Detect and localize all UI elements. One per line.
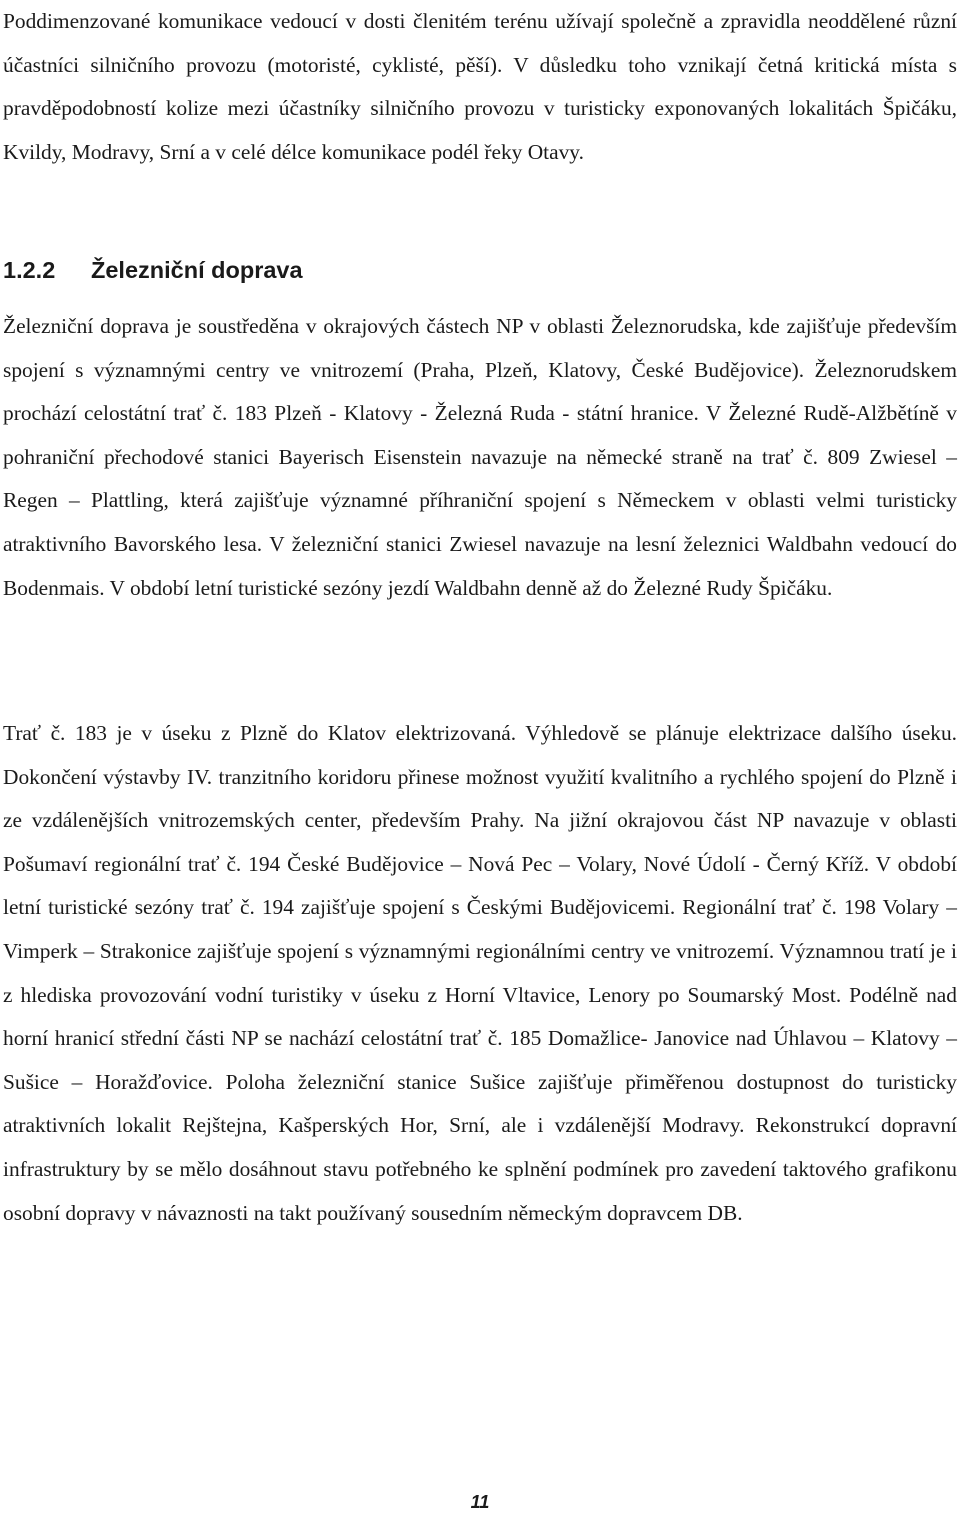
section-title: Železniční doprava xyxy=(91,257,303,283)
page-number: 11 xyxy=(470,1492,490,1512)
section-heading xyxy=(3,250,303,290)
body-paragraph: Železniční doprava je soustředěna v okrajových částech NP v oblasti Železnorudska, kde zajišťuje především spojení s významnými centry ve vnitrozemí (Praha, Plzeň, Klatovy, České Budějovice). Železnorudskem prochází celostátní trať č. 183 Plzeň - Klatovy - Železná Ruda - státní hranice. V Železné Rudě-Alžbětíně v pohraniční přechodové stanici Bayerisch Eisenstein navazuje na německé straně na trať č. 809 Zwiesel – Regen – Plattling, která zajišťuje významné příhraniční spojení s Německem v oblasti velmi turisticky atraktivního Bavorského lesa. V železniční stanici Zwiesel navazuje na lesní železnici Waldbahn vedoucí do Bodenmais. V období letní turistické sezóny jezdí Waldbahn denně až do Železné Rudy Špičáku. xyxy=(3,314,957,600)
section-number: 1.2.2 xyxy=(3,257,56,283)
body-paragraph: Trať č. 183 je v úseku z Plzně do Klatov elektrizovaná. Výhledově se plánuje elektrizace dalšího úseku. Dokončení výstavby IV. tranzitního koridoru přinese možnost využití kvalitního a rychlého spojení do Plzně i ze vzdálenějších vnitrozemských center, především Prahy. Na jižní okrajovou část NP navazuje v oblasti Pošumaví regionální trať č. 194 České Budějovice – Nová Pec – Volary, Nové Údolí - Černý Kříž. V období letní turistické sezóny trať č. 194 zajišťuje spojení s Českými Budějovicemi. Regionální trať č. 198 Volary – Vimperk – Strakonice zajišťuje spojení s významnými regionálními centry ve vnitrozemí. Významnou tratí je i z hlediska provozování vodní turistiky v úseku z Horní Vltavice, Lenory po Soumarský Most. Podélně nad horní hranicí střední části NP se nachází celostátní trať č. 185 Domažlice- Janovice nad Úhlavou – Klatovy – Sušice – Horažďovice. Poloha železniční stanice Sušice zajišťuje přiměřenou dostupnost do turisticky atraktivních lokalit Rejštejna, Kašperských Hor, Srní, ale i vzdálenější Modravy. Rekonstrukcí dopravní infrastruktury by se mělo dosáhnout stavu potřebného ke splnění podmínek pro zavedení taktového grafikonu osobní dopravy v návaznosti na takt používaný sousedním německým dopravcem DB. xyxy=(3,721,957,1225)
intro-paragraph: Poddimenzované komunikace vedoucí v dosti členitém terénu užívají společně a zpravidla neoddělené různí účastníci silničního provozu (motoristé, cyklisté, pěší). V důsledku toho vznikají četná kritická místa s pravděpodobností kolize mezi účastníky silničního provozu v turisticky exponovaných lokalitách Špičáku, Kvildy, Modravy, Srní a v celé délce komunikace podél řeky Otavy. xyxy=(3,9,957,164)
